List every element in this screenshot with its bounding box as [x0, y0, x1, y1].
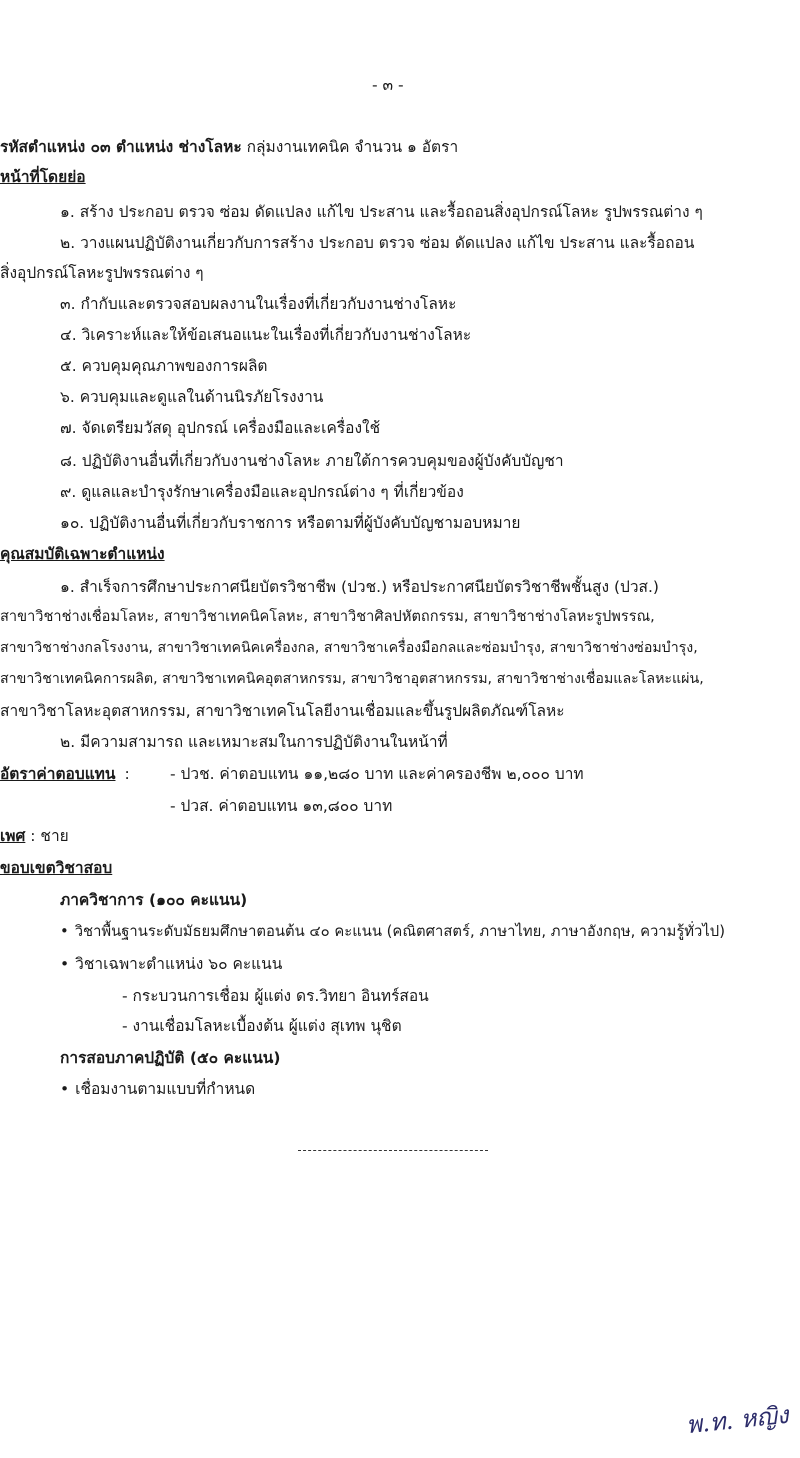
- end-separator: [298, 1150, 488, 1151]
- duty-item-10: ๑๐. ปฏิบัติงานอื่นที่เกี่ยวกับราชการ หรือตามที่ผู้บังคับบัญชามอบหมาย: [60, 514, 521, 532]
- duty-item-3: ๓. กำกับและตรวจสอบผลงานในเรื่องที่เกี่ยวกับงานช่างโลหะ: [60, 295, 457, 313]
- compensation-line-1: - ปวช. ค่าตอบแทน ๑๑,๒๘๐ บาท และค่าครองชีพ ๒,๐๐๐ บาท: [170, 765, 584, 783]
- qualification-line-2: สาขาวิชาช่างเชื่อมโลหะ, สาขาวิชาเทคนิคโลหะ, สาขาวิชาศิลปหัตถกรรม, สาขาวิชาช่างโลหะรูปพรรณ,: [0, 608, 655, 625]
- academic-exam-title: ภาควิชาการ (๑๐๐ คะแนน): [60, 891, 248, 909]
- specific-subjects-item: • วิชาเฉพาะตำแหน่ง ๖๐ คะแนน: [60, 953, 282, 975]
- gender-row: [0, 825, 69, 847]
- duty-item-2: ๒. วางแผนปฏิบัติงานเกี่ยวกับการสร้าง ประกอบ ตรวจ ซ่อม ดัดแปลง แก้ไข ประสาน และรื้อถอน: [60, 234, 695, 252]
- basic-subjects-item: • วิชาพื้นฐานระดับมัธยมศึกษาตอนต้น ๔๐ คะแนน (คณิตศาสตร์, ภาษาไทย, ภาษาอังกฤษ, ความรู้ทั่วไป): [60, 921, 725, 943]
- duty-item-2-cont: สิ่งอุปกรณ์โลหะรูปพรรณต่าง ๆ: [0, 264, 204, 282]
- compensation-line-2: - ปวส. ค่าตอบแทน ๑๓,๘๐๐ บาท: [170, 797, 393, 815]
- reference-book-2: - งานเชื่อมโลหะเบื้องต้น ผู้แต่ง สุเทพ นุชิต: [122, 1017, 402, 1035]
- qualification-line-3: สาขาวิชาช่างกลโรงงาน, สาขาวิชาเทคนิคเครื่องกล, สาขาวิชาเครื่องมือกลและซ่อมบำรุง, สาขาวิชาช่างซ่อมบำรุง,: [0, 640, 698, 656]
- reference-book-1: - กระบวนการเชื่อม ผู้แต่ง ดร.วิทยา อินทร์สอน: [122, 987, 429, 1005]
- gender-value: : ชาย: [25, 827, 69, 845]
- qualifications-title: คุณสมบัติเฉพาะตำแหน่ง: [0, 545, 165, 563]
- duty-item-4: ๔. วิเคราะห์และให้ข้อเสนอแนะในเรื่องที่เกี่ยวกับงานช่างโลหะ: [60, 326, 472, 344]
- position-heading-details: กลุ่มงานเทคนิค จำนวน ๑ อัตรา: [241, 138, 459, 156]
- compensation-row-1: [0, 763, 130, 785]
- duty-item-1: ๑. สร้าง ประกอบ ตรวจ ซ่อม ดัดแปลง แก้ไข ประสาน และรื้อถอนสิ่งอุปกรณ์โลหะ รูปพรรณต่าง ๆ: [60, 203, 703, 221]
- duty-item-9: ๙. ดูแลและบำรุงรักษาเครื่องมือและอุปกรณ์ต่าง ๆ ที่เกี่ยวข้อง: [60, 483, 464, 501]
- practical-exam-item: • เชื่อมงานตามแบบที่กำหนด: [60, 1078, 255, 1100]
- page-number: - ๓ -: [372, 76, 404, 94]
- gender-label: เพศ: [0, 827, 26, 845]
- compensation-colon: :: [124, 765, 130, 783]
- compensation-label: อัตราค่าตอบแทน: [0, 765, 116, 783]
- exam-title: ขอบเขตวิชาสอบ: [0, 859, 113, 877]
- duty-item-8: ๘. ปฏิบัติงานอื่นที่เกี่ยวกับงานช่างโลหะ ภายใต้การควบคุมของผู้บังคับบัญชา: [60, 452, 564, 470]
- position-heading: [0, 136, 458, 158]
- handwritten-signature: พ.ท. หญิง: [684, 1400, 790, 1440]
- qualification-line-1: ๑. สำเร็จการศึกษาประกาศนียบัตรวิชาชีพ (ปวช.) หรือประกาศนียบัตรวิชาชีพชั้นสูง (ปวส.): [60, 578, 659, 596]
- duties-title: หน้าที่โดยย่อ: [0, 168, 86, 186]
- qualification-line-5: สาขาวิชาโลหะอุตสาหกรรม, สาขาวิชาเทคโนโลยีงานเชื่อมและขึ้นรูปผลิตภัณฑ์โลหะ: [0, 702, 565, 720]
- duty-item-5: ๕. ควบคุมคุณภาพของการผลิต: [60, 357, 268, 375]
- qualification-line-4: สาขาวิชาเทคนิคการผลิต, สาขาวิชาเทคนิคอุตสาหกรรม, สาขาวิชาอุตสาหกรรม, สาขาวิชาช่างเชื่อมและโลหะแผ่น,: [0, 671, 704, 687]
- duty-item-7: ๗. จัดเตรียมวัสดุ อุปกรณ์ เครื่องมือและเครื่องใช้: [60, 419, 381, 437]
- practical-exam-title: การสอบภาคปฏิบัติ (๕๐ คะแนน): [60, 1049, 281, 1067]
- position-heading-code: รหัสตำแหน่ง ๐๓ ตำแหน่ง ช่างโลหะ: [0, 138, 242, 156]
- duty-item-6: ๖. ควบคุมและดูแลในด้านนิรภัยโรงงาน: [60, 388, 324, 406]
- qualification-line-6: ๒. มีความสามารถ และเหมาะสมในการปฏิบัติงานในหน้าที่: [60, 733, 448, 751]
